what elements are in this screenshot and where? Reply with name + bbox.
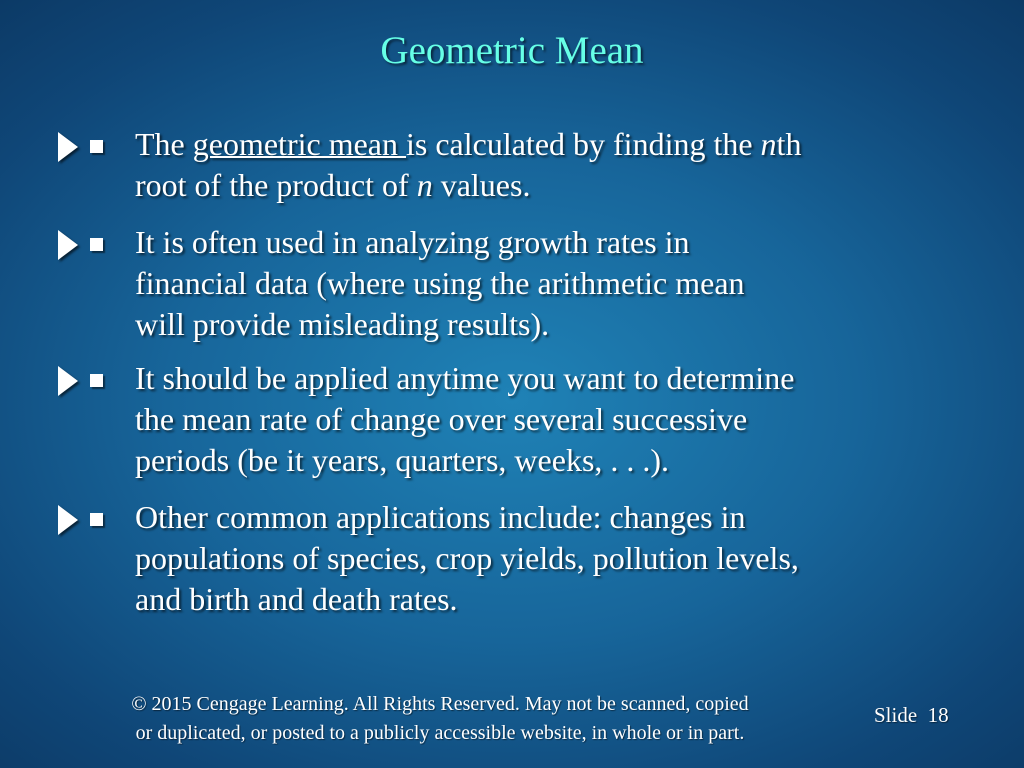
slide-number: 18: [927, 703, 949, 727]
arrow-right-icon: [58, 366, 78, 396]
copyright-notice: [60, 690, 820, 748]
bullet-text: [135, 124, 935, 206]
bullet-text: [135, 222, 935, 345]
bullet-markers: [58, 505, 118, 535]
text-span: root of the product of: [135, 167, 417, 203]
bullet-line: periods (be it years, quarters, weeks, . . .).: [135, 442, 670, 478]
copyright-line: © 2015 Cengage Learning. All Rights Reserved. May not be scanned, copied: [131, 693, 749, 715]
text-span: is calculated by finding the: [405, 126, 761, 162]
text-span: values.: [432, 167, 531, 203]
square-bullet-icon: [90, 374, 103, 387]
bullet-line: and birth and death rates.: [135, 581, 458, 617]
bullet-text: [135, 497, 935, 620]
bullet-line: populations of species, crop yields, pollution levels,: [135, 540, 799, 576]
arrow-right-icon: [58, 230, 78, 260]
italic-variable: n: [416, 167, 433, 203]
italic-variable: n: [760, 126, 777, 162]
slide-label: Slide: [874, 703, 918, 727]
bullet-line: Other common applications include: changes in: [135, 499, 746, 535]
bullet-markers: [58, 366, 118, 396]
slide-title: Geometric Mean: [380, 29, 644, 72]
bullet-line: financial data (where using the arithmetic mean: [135, 265, 745, 301]
text-span: th: [776, 126, 802, 162]
copyright-line: or duplicated, or posted to a publicly accessible website, in whole or in part.: [135, 722, 745, 744]
bullet-line: [135, 165, 935, 206]
text-span: The: [135, 126, 193, 162]
square-bullet-icon: [90, 513, 103, 526]
square-bullet-icon: [90, 238, 103, 251]
bullet-line: the mean rate of change over several successive: [135, 401, 748, 437]
bullet-line: [135, 124, 935, 165]
underlined-term: geometric mean: [192, 126, 406, 162]
bullet-line: It is often used in analyzing growth rates in: [135, 224, 690, 260]
arrow-right-icon: [58, 132, 78, 162]
square-bullet-icon: [90, 140, 103, 153]
bullet-line: It should be applied anytime you want to determine: [135, 360, 795, 396]
arrow-right-icon: [58, 505, 78, 535]
bullet-markers: [58, 132, 118, 162]
bullet-text: [135, 358, 935, 481]
slide-number-label: [874, 703, 949, 728]
bullet-line: will provide misleading results).: [135, 306, 550, 342]
bullet-markers: [58, 230, 118, 260]
